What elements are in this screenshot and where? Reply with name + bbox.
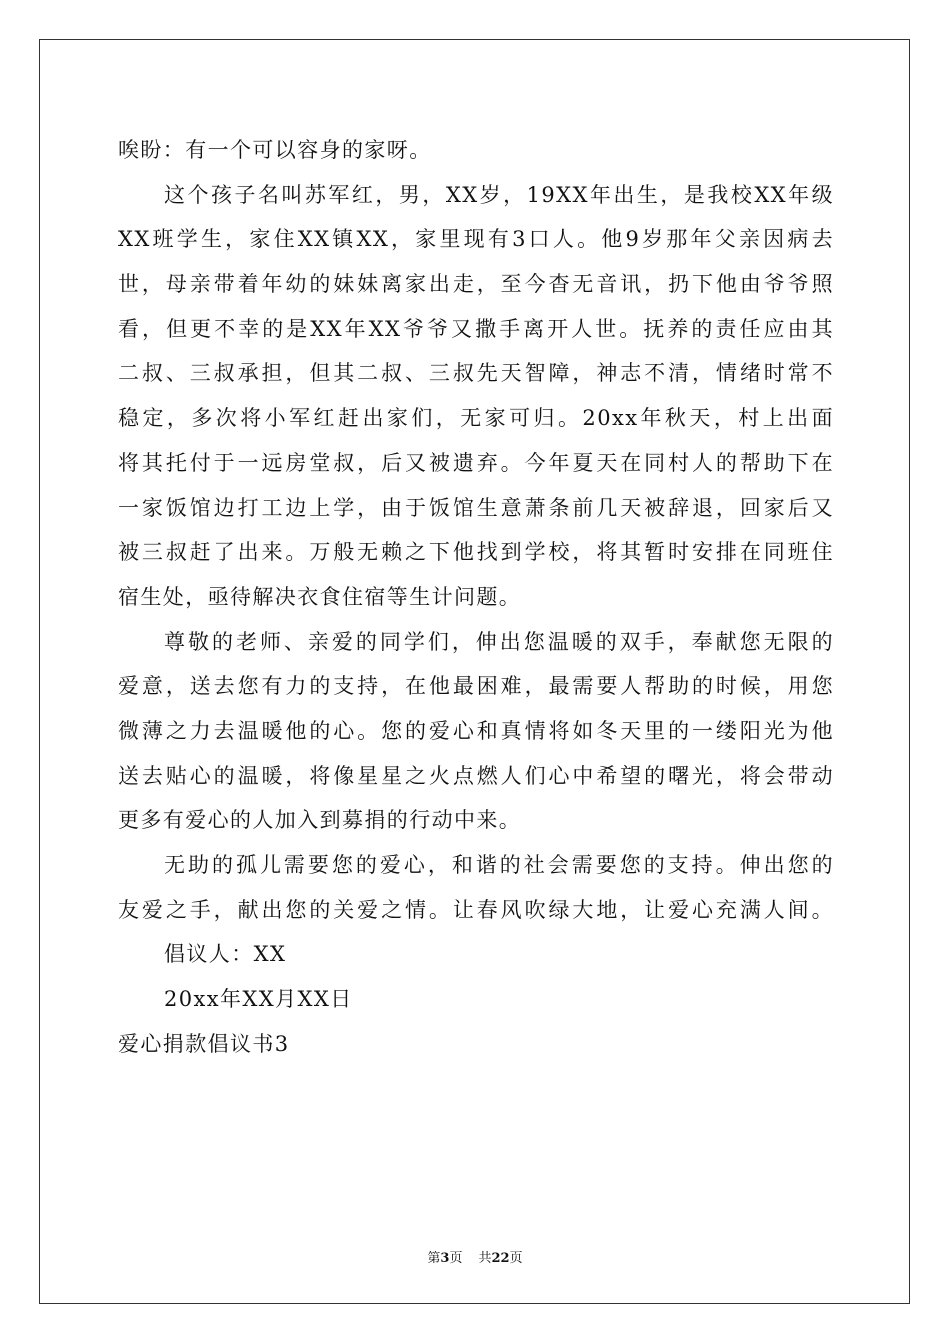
footer-total-pages: 22 <box>491 1251 510 1266</box>
text-line: XX班学生，家住XX镇XX，家里现有3口人。他9岁那年父亲因病去 <box>118 227 834 252</box>
text-line: 稳定，多次将小军红赶出家们，无家可归。20xx年秋天，村上出面 <box>118 406 834 431</box>
page-footer <box>0 1247 950 1266</box>
text-line: 尊敬的老师、亲爱的同学们，伸出您温暖的双手，奉献您无限的 <box>164 629 834 654</box>
text-line: 二叔、三叔承担，但其二叔、三叔先天智障，神志不清，情绪时常不 <box>118 361 834 386</box>
text-line: 爱意，送去您有力的支持，在他最困难，最需要人帮助的时候，用您 <box>118 674 834 699</box>
footer-page-suffix: 页 <box>449 1251 463 1266</box>
text-line: 唉盼：有一个可以容身的家呀。 <box>118 138 432 162</box>
text-line: 一家饭馆边打工边上学，由于饭馆生意萧条前几天被辞退，回家后又 <box>118 495 834 520</box>
footer-page-prefix: 第 <box>427 1251 441 1266</box>
text-line: 送去贴心的温暖，将像星星之火点燃人们心中希望的曙光，将会带动 <box>118 763 834 788</box>
text-line: 被三叔赶了出来。万般无赖之下他找到学校，将其暂时安排在同班住 <box>118 540 834 565</box>
footer-page-number: 3 <box>440 1251 450 1266</box>
text-line: 将其托付于一远房堂叔，后又被遗弃。今年夏天在同村人的帮助下在 <box>118 450 834 475</box>
document-body <box>118 128 834 1066</box>
text-line: 20xx年XX月XX日 <box>164 987 353 1012</box>
text-line: 这个孩子名叫苏军红，男，XX岁，19XX年出生，是我校XX年级 <box>164 182 834 207</box>
text-line: 宿生处，亟待解决衣食住宿等生计问题。 <box>118 584 522 609</box>
text-line: 爱心捐款倡议书3 <box>118 1031 290 1056</box>
text-line: 无助的孤儿需要您的爱心，和谐的社会需要您的支持。伸出您的 <box>164 853 834 877</box>
text-line: 看，但更不幸的是XX年XX爷爷又撒手离开人世。抚养的责任应由其 <box>118 316 834 341</box>
footer-total-prefix: 共 <box>478 1251 492 1266</box>
text-line: 倡议人：XX <box>164 942 287 967</box>
text-line: 世，母亲带着年幼的妹妹离家出走，至今杳无音讯，扔下他由爷爷照 <box>118 272 834 297</box>
text-line: 友爱之手，献出您的关爱之情。让春风吹绿大地，让爱心充满人间。 <box>118 897 834 922</box>
text-line: 微薄之力去温暖他的心。您的爱心和真情将如冬天里的一缕阳光为他 <box>118 718 834 743</box>
footer-total-suffix: 页 <box>509 1251 523 1266</box>
text-line: 更多有爱心的人加入到募捐的行动中来。 <box>118 808 522 833</box>
